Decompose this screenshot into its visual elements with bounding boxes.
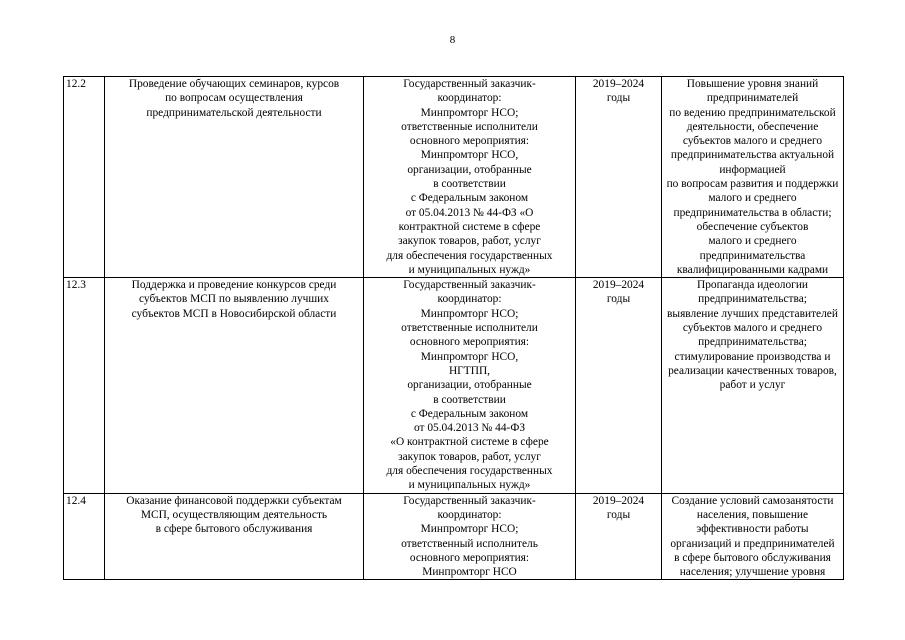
measure-title: Проведение обучающих семинаров, курсов по вопросам осуществления предпринимательской деятельности (105, 77, 364, 278)
measure-executors: Государственный заказчик- координатор: Минпромторг НСО; ответственный исполнитель основного мероприятия: Минпромторг НСО (364, 493, 576, 580)
table-row (64, 77, 844, 278)
measure-number: 12.3 (64, 278, 105, 493)
measure-period: 2019–2024 годы (576, 77, 662, 278)
table-row (64, 278, 844, 493)
measure-title: Оказание финансовой поддержки субъектам МСП, осуществляющим деятельность в сфере бытового обслуживания (105, 493, 364, 580)
measure-number: 12.4 (64, 493, 105, 580)
measure-executors: Государственный заказчик- координатор: Минпромторг НСО; ответственные исполнители основного мероприятия: Минпромторг НСО, организации, отобранные в соответствии с Федеральным законом от 05.04.2013 № 44-ФЗ «О контрактной системе в сфере закупок товаров, работ, услуг для обеспечения государственных и муниципальных нужд» (364, 77, 576, 278)
table-row (64, 493, 844, 580)
measure-executors: Государственный заказчик- координатор: Минпромторг НСО; ответственные исполнители основного мероприятия: Минпромторг НСО, НГТПП, организации, отобранные в соответствии с Федеральным законом от 05.04.2013 № 44-ФЗ «О контрактной системе в сфере закупок товаров, работ, услуг для обеспечения государственных и муниципальных нужд» (364, 278, 576, 493)
measure-number: 12.2 (64, 77, 105, 278)
measure-result: Повышение уровня знаний предпринимателей по ведению предпринимательской деятельности, обеспечение субъектов малого и среднего предпринимательства актуальной информацией по вопросам развития и поддержки малого и среднего предпринимательства в области; обеспечение субъектов малого и среднего предпринимательства квалифицированными кадрами (662, 77, 844, 278)
page-number: 8 (449, 34, 456, 46)
measure-period: 2019–2024 годы (576, 493, 662, 580)
measures-table (63, 76, 844, 580)
measure-result: Пропаганда идеологии предпринимательства; выявление лучших представителей субъектов малого и среднего предпринимательства; стимулирование производства и реализации качественных товаров, работ и услуг (662, 278, 844, 493)
measure-period: 2019–2024 годы (576, 278, 662, 493)
measure-result: Создание условий самозанятости населения, повышение эффективности работы организаций и предпринимателей в сфере бытового обслуживания населения; улучшение уровня (662, 493, 844, 580)
measure-title: Поддержка и проведение конкурсов среди субъектов МСП по выявлению лучших субъектов МСП в Новосибирской области (105, 278, 364, 493)
